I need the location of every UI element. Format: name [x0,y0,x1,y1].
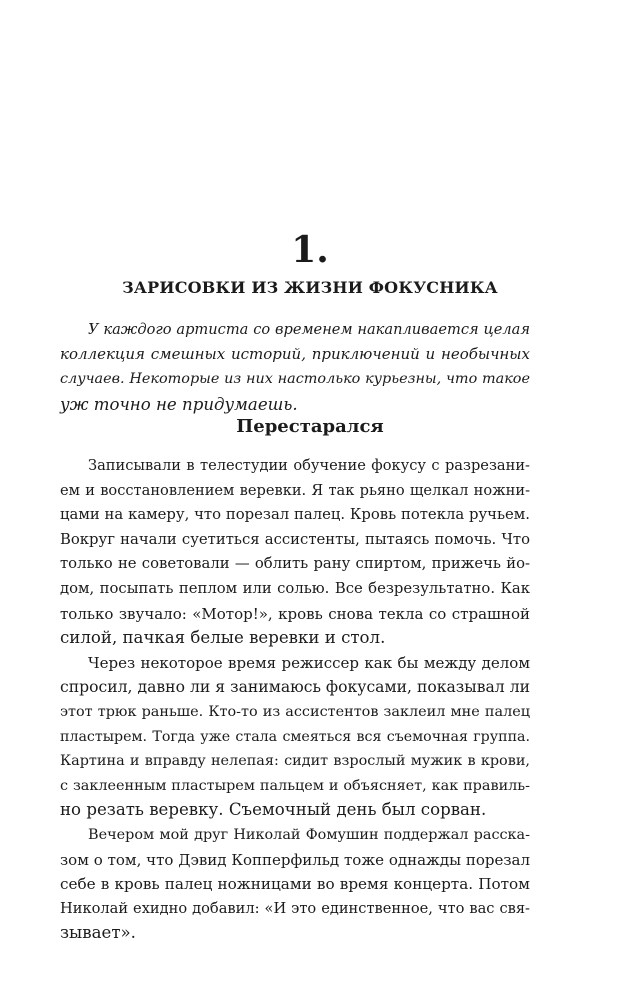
paragraph [60,651,530,823]
epigraph-line: уж точно не придумаешь. [60,395,298,414]
paragraph [60,454,530,651]
chapter-number: 1. [291,229,329,271]
text-line: пластырем. Тогда уже стала смеяться вся съемочная группа. [60,728,530,745]
text-line: цами на камеру, что порезал палец. Кровь потекла ручьем. [60,506,530,524]
text-line: но резать веревку. Съемочный день был сорван. [60,800,487,820]
section-title: Перестарался [236,416,384,437]
text-line: себе в кровь палец ножницами во время концерта. Потом [60,875,530,894]
text-line: Вечером мой друг Николай Фомушин поддержал расска- [88,826,530,843]
text-line: Через некоторое время режиссер как бы между делом [88,653,530,672]
text-line: ем и восстановлением веревки. Я так рьяно щелкал ножни- [60,481,530,499]
text-line: дом, посыпать пеплом или солью. Все безрезультатно. Как [60,579,530,597]
text-line: зывает». [60,923,136,943]
text-line: спросил, давно ли я занимаюсь фокусами, показывал ли [60,678,530,697]
epigraph-line: коллекция смешных историй, приключений и необычных [60,345,530,363]
text-line: Записывали в телестудии обучение фокусу с разрезани- [88,457,530,474]
body-text [60,454,530,946]
text-line: только не советовали — облить рану спиртом, прижечь йо- [60,555,530,573]
paragraph [60,823,530,946]
text-line: только звучало: «Мотор!», кровь снова текла со страшной [60,604,530,623]
text-line: Картина и вправду нелепая: сидит взрослый мужик в крови, [60,753,530,770]
text-line: Вокруг начали суетиться ассистенты, пытаясь помочь. Что [60,530,530,548]
epigraph-line: случаев. Некоторые из них настолько курьезны, что такое [60,371,530,387]
epigraph-line: У каждого артиста со временем накапливается целая [88,321,530,338]
chapter-title: ЗАРИСОВКИ ИЗ ЖИЗНИ ФОКУСНИКА [122,278,498,297]
text-line: силой, пачкая белые веревки и стол. [60,628,386,648]
text-line: с заклеенным пластырем пальцем и объясняет, как правиль- [60,777,530,794]
text-line: зом о том, что Дэвид Копперфильд тоже однажды порезал [60,850,530,869]
epigraph [60,317,530,417]
text-line: Николай ехидно добавил: «И это единственное, что вас свя- [60,899,530,917]
text-line: этот трюк раньше. Кто-то из ассистентов заклеил мне палец [60,703,530,720]
